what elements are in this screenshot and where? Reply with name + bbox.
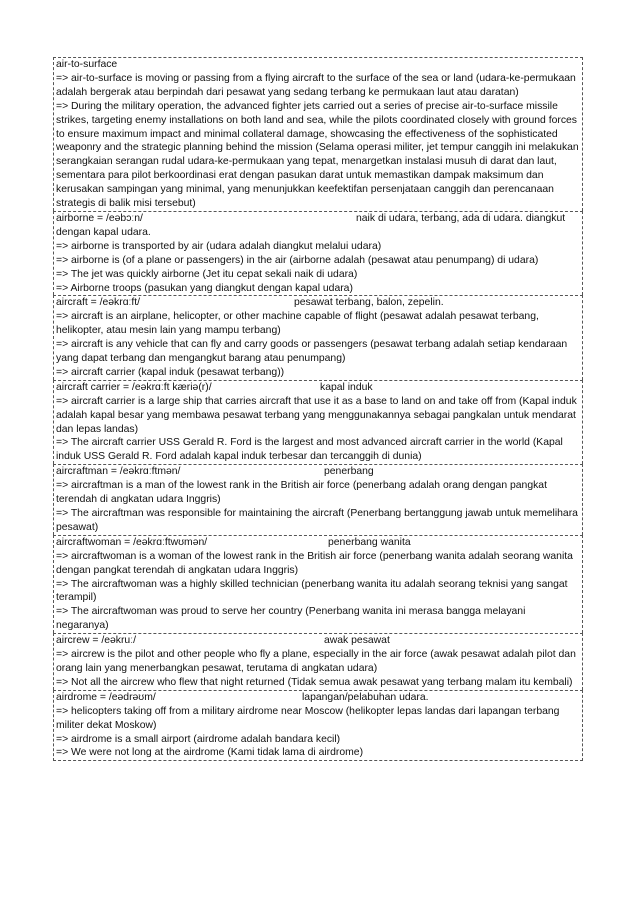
entry-example: => Not all the aircrew who flew that night returned (Tidak semua awak pesawat yang terbang malam itu kembali) — [56, 676, 573, 688]
entry-head-row — [56, 381, 580, 395]
dictionary-entry-aircrew — [53, 633, 583, 690]
entry-head-row — [56, 536, 580, 550]
entry-headword: airdrome = /eədrəʊm/ — [56, 691, 156, 703]
entry-definition: => aircraft carrier is a large ship that carries aircraft that use it as a base to land on and take off from (Kapal induk adalah kapal besar yang membawa pesawat terbang yang menggunakannya sebagai pangkalan untuk mendarat dan lepas landas) — [56, 395, 577, 435]
dictionary-entry-aircraft-carrier — [53, 380, 583, 464]
entry-definition: => aircraftwoman is a woman of the lowest rank in the British air force (penerbang wanita adalah seorang wanita dengan pangkat terendah di angkatan udara Inggris) — [56, 550, 573, 576]
entry-headword: aircraftwoman = /eəkrɑːftwʊmən/ — [56, 536, 208, 548]
entry-headword: aircraftman = /eəkrɑːftmən/ — [56, 466, 181, 478]
entry-headword: aircraft carrier = /eəkrɑːft kæriə(r)/ — [56, 381, 212, 393]
entry-example: => The aircraft carrier USS Gerald R. Ford is the largest and most advanced aircraft carrier in the world (Kapal induk USS Gerald R. Ford adalah kapal induk terbesar dan tercanggih di dunia) — [56, 437, 563, 463]
entry-example: => helicopters taking off from a military airdrome near Moscow (helikopter lepas landas dari lapangan terbang militer dekat Moskow) — [56, 705, 560, 731]
dictionary-entry-airborne — [53, 211, 583, 295]
entry-definition: => airborne is (of a plane or passengers) in the air (airborne adalah (pesawat atau penumpang) di udara) — [56, 254, 539, 266]
entry-definition: => aircraft is an airplane, helicopter, or other machine capable of flight (pesawat adalah pesawat terbang, helikopter, atau mesin lain yang mampu terbang) — [56, 311, 539, 337]
entry-meaning: penerbang — [324, 466, 374, 478]
entry-example: => aircraft carrier (kapal induk (pesawat terbang)) — [56, 366, 285, 378]
entry-meaning: lapangan/pelabuhan udara. — [302, 691, 429, 703]
entry-head-row — [56, 691, 580, 705]
dictionary-entry-aircraftwoman — [53, 535, 583, 633]
entry-example: => We were not long at the airdrome (Kami tidak lama di airdrome) — [56, 747, 364, 759]
entry-example: => The aircraftwoman was proud to serve her country (Penerbang wanita ini merasa bangga melayani negaranya) — [56, 606, 526, 632]
dictionary-page — [53, 57, 583, 761]
entry-head-row — [56, 465, 580, 479]
entry-example: => Airborne troops (pasukan yang diangkut dengan kapal udara) — [56, 282, 353, 294]
dictionary-entry-air-to-surface — [53, 57, 583, 211]
entry-example: => During the military operation, the advanced fighter jets carried out a series of precise air-to-surface missile strikes, targeting enemy installations on both land and sea, while the pilots coordinated closely with ground forces to ensure maximum impact and minimal collateral damage, showcasing the effectiveness of the sophisticated weaponry and the strategic planning behind the mission (Selama operasi militer, jet tempur canggih ini melakukan serangkaian serangan rudal udara-ke-permukaan yang tepat, menargetkan instalasi musuh di darat dan laut, sementara para pilot berkoordinasi erat dengan pasukan darat untuk memastikan dampak maksimum dan kerusakan sampingan yang minimal, yang menunjukkan keefektifan persenjataan canggih dan perencanaan strategis di balik misi tersebut) — [56, 100, 579, 210]
entry-head-row — [56, 296, 580, 310]
dictionary-entry-airdrome — [53, 690, 583, 762]
entry-definition: => airdrome is a small airport (airdrome adalah bandara kecil) — [56, 733, 341, 745]
entry-example: => The jet was quickly airborne (Jet itu cepat sekali naik di udara) — [56, 268, 358, 280]
entry-example: => The aircraftwoman was a highly skilled technician (penerbang wanita itu adalah seorang teknisi yang sangat terampil) — [56, 578, 568, 604]
entry-definition: => aircrew is the pilot and other people who fly a plane, especially in the air force (awak pesawat adalah pilot dan orang lain yang menerbangkan pesawat, terutama di angkatan udara) — [56, 649, 576, 674]
entry-definition: => air-to-surface is moving or passing from a flying aircraft to the surface of the sea or land (udara-ke-permukaan adalah bergerak atau berpindah dari pesawat yang sedang terbang ke permukaan laut atau daratan) — [56, 72, 576, 98]
entry-head-row — [56, 634, 580, 648]
entry-definition: => aircraftman is a man of the lowest rank in the British air force (penerbang adalah orang dengan pangkat terendah di angkatan udara Inggris) — [56, 480, 547, 506]
entry-headword: aircraft = /eəkrɑːft/ — [56, 297, 141, 309]
entry-definition: => aircraft is any vehicle that can fly and carry goods or passengers (pesawat terbang adalah setiap kendaraan yang dapat terbang dan mengangkut barang atau penumpang) — [56, 339, 568, 365]
entry-definition: => airborne is transported by air (udara adalah diangkut melalui udara) — [56, 240, 382, 252]
dictionary-entry-aircraftman — [53, 464, 583, 535]
entry-headword: airborne = /eəbɔːn/ — [56, 212, 143, 224]
dictionary-entry-aircraft — [53, 295, 583, 379]
entry-headword: aircrew = /eəkruː/ — [56, 635, 136, 647]
entry-meaning: naik di udara, terbang, ada di udara. diangkut dengan kapal udara. — [56, 212, 566, 238]
entry-meaning: penerbang wanita — [328, 536, 411, 548]
entry-meaning: awak pesawat — [324, 635, 390, 647]
entry-meaning: pesawat terbang, balon, zepelin. — [294, 297, 444, 309]
entry-headword: air-to-surface — [56, 59, 118, 70]
entry-example: => The aircraftman was responsible for maintaining the aircraft (Penerbang bertanggung jawab untuk memelihara pesawat) — [56, 508, 578, 533]
entry-meaning: kapal induk — [320, 381, 373, 393]
entry-head-row — [56, 212, 580, 240]
